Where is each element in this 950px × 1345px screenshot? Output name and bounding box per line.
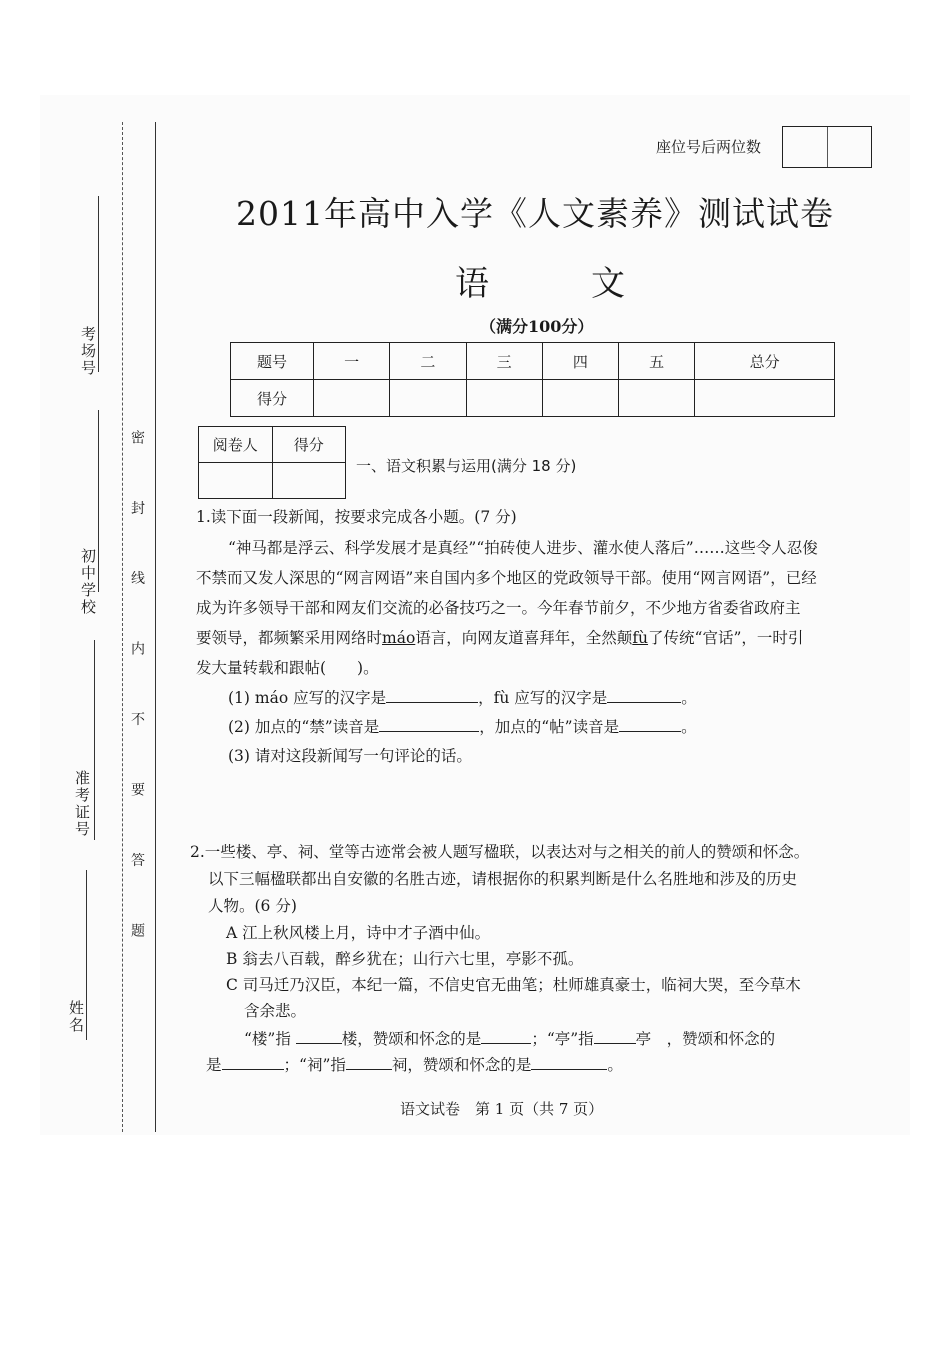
grader-header-row (199, 427, 346, 463)
answer-blank-ci-place[interactable] (346, 1053, 392, 1070)
q2-line: 人物。(6 分) (208, 897, 297, 915)
grader-table (198, 426, 346, 499)
q1-sub2 (228, 712, 697, 742)
admission-number-field-line (94, 640, 95, 840)
score-table (230, 342, 835, 417)
answer-blank-ting-place[interactable] (594, 1027, 636, 1044)
q2-fill-line-2 (206, 1050, 623, 1080)
exam-room-field-line (98, 196, 99, 372)
page-footer: 语文试卷 第 1 页（共 7 页） (400, 1100, 604, 1118)
answer-blank-tie[interactable] (619, 715, 681, 732)
subject-title (455, 256, 625, 305)
q1-line4-part-c: 了传统“官话”，一时引 (648, 629, 804, 647)
q1-sub3-answer-area[interactable] (228, 775, 848, 830)
name-field-line (86, 870, 87, 1040)
q2-fill2-text-a: 是 (206, 1056, 222, 1074)
seat-number-label: 座位号后两位数 (656, 138, 762, 156)
q2-line: 以下三幅楹联都出自安徽的名胜古迹，请根据你的积累判断是什么名胜地和涉及的历史 (208, 870, 798, 888)
q1-intro: 1.读下面一段新闻，按要求完成各小题。(7 分) (196, 508, 517, 526)
q1-sub2-text-a: (2) 加点的“禁”读音是 (228, 718, 380, 736)
q2-fill1-text-d: 亭 ，赞颂和怀念的 (635, 1030, 776, 1048)
q1-passage-line: 不禁而又发人深思的“网言网语”来自国内多个地区的党政领导干部。使用“网言网语”，已经 (196, 569, 817, 587)
q1-sub1-text-a: (1) máo 应写的汉字是 (228, 689, 387, 707)
pinyin-mao: máo (382, 629, 416, 647)
score-table-header-row (231, 343, 835, 380)
score-cell[interactable] (695, 380, 835, 417)
answer-blank-mao[interactable] (386, 686, 478, 703)
subject-char-1: 语 (455, 264, 489, 304)
score-header-cell: 总分 (695, 343, 835, 380)
sidebar-school-label: 初中学校 (79, 548, 97, 616)
q2-fill2-text-b: ；“祠”指 (283, 1056, 346, 1074)
score-cell[interactable] (542, 380, 618, 417)
grader-score-label: 得分 (272, 427, 346, 463)
q1-sub2-text-c: 。 (681, 718, 697, 736)
q1-passage-line: 成为许多领导干部和网友们交流的必备技巧之一。今年春节前夕，不少地方省委省政府主 (196, 599, 801, 617)
seat-number-boxes[interactable] (782, 126, 872, 168)
full-score-note: （满分100分） (480, 317, 594, 336)
sidebar-admission-number-label: 准考证号 (73, 770, 91, 838)
sidebar-name-label: 姓名 (67, 1000, 85, 1034)
score-table-score-row (231, 380, 835, 417)
q1-passage-line-5: 发大量转载和跟帖( )。 (196, 659, 379, 677)
score-cell[interactable] (619, 380, 695, 417)
q1-sub1-text-b: ，fù 应写的汉字是 (478, 689, 608, 707)
couplet-c-line2: 含余悲。 (244, 1002, 307, 1020)
q1-sub3: (3) 请对这段新闻写一句评论的话。 (228, 747, 472, 765)
answer-blank-lou-person[interactable] (481, 1027, 531, 1044)
q2-line: 2.一些楼、亭、祠、堂等古迹常会被人题写楹联，以表达对与之相关的前人的赞颂和怀念。 (190, 843, 810, 861)
answer-blank-jin[interactable] (379, 715, 479, 732)
subject-char-2: 文 (591, 264, 625, 304)
q1-passage-line: “神马都是浮云、科学发展才是真经”“拍砖使人进步、灌水使人落后”……这些令人忍俊 (228, 539, 818, 557)
q1-line4-part-b: 语言，向网友道喜拜年，全然颠 (415, 629, 633, 647)
score-cell[interactable] (466, 380, 542, 417)
sidebar-exam-room-label: 考场号 (79, 326, 97, 377)
couplet-a: A 江上秋风楼上月，诗中才子酒中仙。 (226, 924, 491, 942)
score-header-cell: 题号 (231, 343, 314, 380)
q2-fill1-text-c: ；“亭”指 (531, 1030, 594, 1048)
seal-line-notice: 密 封 线 内 不 要 答 题 (129, 430, 145, 964)
score-header-cell: 二 (390, 343, 466, 380)
couplet-b: B 翁去八百载，醉乡犹在；山行六七里，亭影不孤。 (226, 950, 584, 968)
grader-input-row (199, 463, 346, 499)
score-header-cell: 三 (466, 343, 542, 380)
answer-blank-fu[interactable] (607, 686, 681, 703)
score-header-cell: 一 (314, 343, 390, 380)
score-cell[interactable] (314, 380, 390, 417)
school-field-line (98, 410, 99, 592)
q1-passage-line-4 (196, 623, 803, 653)
answer-blank-lou-place[interactable] (296, 1027, 342, 1044)
seat-digit-box-2[interactable] (828, 127, 872, 167)
seat-digit-box-1[interactable] (783, 127, 828, 167)
score-row-label: 得分 (231, 380, 314, 417)
q1-line4-part-a: 要领导，都频繁采用网络时 (196, 629, 383, 647)
answer-blank-ci-person[interactable] (531, 1053, 607, 1070)
q1-sub2-text-b: ，加点的“帖”读音是 (479, 718, 620, 736)
score-header-cell: 五 (619, 343, 695, 380)
pinyin-fu: fù (632, 629, 649, 647)
section-1-title: 一、语文积累与运用(满分 18 分) (356, 457, 577, 475)
q2-fill1-text-a: “楼”指 (244, 1030, 291, 1048)
q2-fill2-text-c: 祠，赞颂和怀念的是 (391, 1056, 532, 1074)
couplet-c-line1: C 司马迁乃汉臣，本纪一篇，不信史官无曲笔；杜师雄真豪士，临祠大哭，至今草木 (226, 976, 801, 994)
score-header-cell: 四 (542, 343, 618, 380)
grader-label: 阅卷人 (199, 427, 273, 463)
score-cell[interactable] (390, 380, 466, 417)
binding-line-dashed (122, 122, 123, 1132)
q1-sub1 (228, 683, 697, 713)
q2-fill2-text-d: 。 (607, 1056, 623, 1074)
answer-blank-ting-person[interactable] (222, 1053, 284, 1070)
grader-name-cell[interactable] (199, 463, 273, 499)
exam-title: 2011年高中入学《人文素养》测试试卷 (236, 194, 834, 233)
q2-fill1-text-b: 楼，赞颂和怀念的是 (341, 1030, 482, 1048)
grader-score-cell[interactable] (272, 463, 346, 499)
q1-sub1-text-c: 。 (681, 689, 697, 707)
binding-line-outer (155, 122, 156, 1132)
